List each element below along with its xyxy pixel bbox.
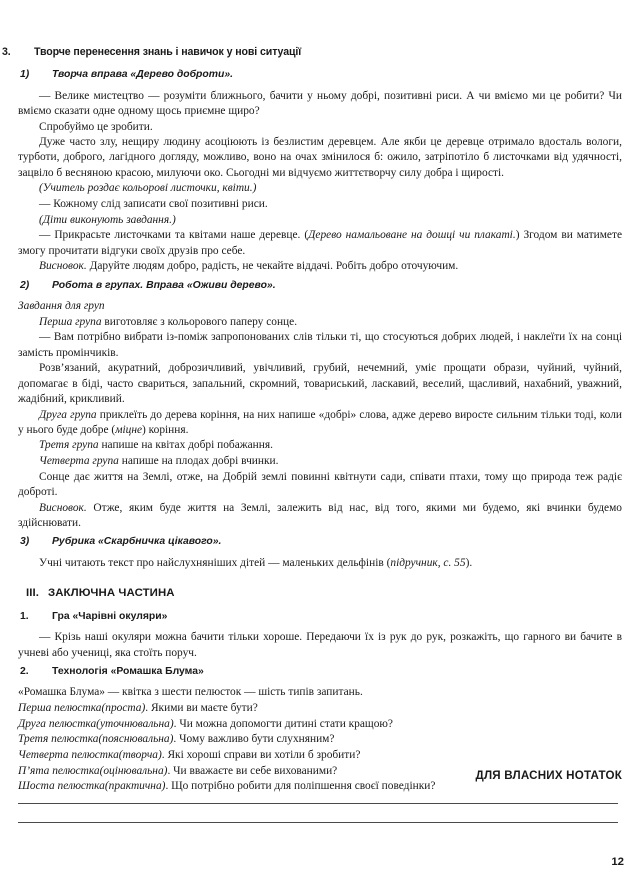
heading-sub-3	[18, 536, 622, 548]
heading-sub-3-number: 3)	[20, 536, 30, 548]
petal-label: Четверта пелюстка	[18, 749, 119, 761]
petal-kind: (творча)	[118, 749, 162, 761]
heading-sub-2	[18, 280, 622, 292]
paragraph-word-list: Розв’язаний, акуратний, доброзичливий, увічливий, грубий, нечемний, уміє прощати образи, чуйний, чуйний, допомагає в біді, часто свариться, запальний, скромний, товариський, ласкавий, веселий, щасливий, нахабний, уважний, жадібний, крикливий.	[18, 362, 622, 405]
stage-direction-teacher-hands-out: (Учитель роздає кольорові листочки, квіти.)	[39, 182, 257, 195]
notes-rule-1	[18, 803, 618, 804]
decorate-tree-note: Дерево намальоване на дошці чи плакаті.	[308, 229, 516, 242]
petal-question: . Чому важливо бути слухняним?	[173, 733, 335, 746]
list-item	[18, 717, 622, 732]
group-1-text: виготовляє з кольорового паперу сонце.	[101, 315, 298, 328]
page-content	[2, 46, 623, 795]
paragraph-write-traits: — Кожному слід записати свої позитивні риси.	[39, 198, 268, 211]
heading-sub-3-title: Рубрика «Скарбничка цікавого».	[52, 536, 222, 548]
petal-kind: (уточнювальна)	[96, 717, 174, 730]
group-2-label: Друга група	[39, 408, 97, 421]
paragraph-group-3	[18, 438, 622, 453]
group-1-label: Перша група	[39, 315, 102, 328]
paragraph-group-4	[18, 454, 622, 469]
paragraph-conclusion-2	[18, 501, 622, 531]
heading-final-2-title: Технологія «Ромашка Блума»	[52, 665, 204, 677]
conclusion-1-text: Даруйте людям добро, радість, не чекайте віддачі. Робіть добро оточуючим.	[86, 260, 459, 273]
dolphins-source: підручник, с. 55	[390, 556, 466, 569]
paragraph-conclusion-1	[18, 259, 622, 274]
list-item	[18, 701, 622, 716]
heading-final-2-number: 2.	[20, 665, 29, 677]
conclusion-1-label: Висновок.	[39, 260, 87, 273]
paragraph-choose-words: — Вам потрібно вибрати із-поміж запропонованих слів тільки ті, що стосуються добрих людей, і наклеїти їх на сонці замість промінчиків.	[18, 331, 622, 359]
group-3-label: Третя група	[39, 439, 99, 452]
stage-direction-children-work: (Діти виконують завдання.)	[39, 213, 176, 226]
dolphins-text-a: Учні читають текст про найслухняніших дітей — маленьких дельфінів (	[39, 556, 391, 569]
heading-sub-1-number: 1)	[20, 69, 30, 81]
petal-label: Третя пелюстка	[18, 733, 99, 746]
paragraph-try-it: Спробуймо це зробити.	[39, 120, 153, 133]
paragraph-sun-gives-life: Сонце дає життя на Землі, отже, на Добрій землі повинні квітнути сади, співати птахи, тому що природа теж радіє доброті.	[18, 470, 622, 499]
petal-kind: (оцінювальна)	[99, 764, 168, 777]
petal-kind: (практична)	[104, 780, 166, 793]
heading-section-3-number: 3.	[2, 46, 11, 58]
list-item	[18, 748, 622, 763]
heading-final-1-number: 1.	[20, 610, 29, 622]
conclusion-2-label: Висновок.	[39, 501, 87, 514]
heading-sub-1	[18, 69, 622, 81]
page-number: 12	[611, 856, 624, 868]
group-2-text-a: приклеїть до дерева коріння, на них напише «добрі» слова, адже дерево виросте сильним тільки тоді, коли у нього буде добре (	[18, 408, 622, 436]
notes-section-heading: ДЛЯ ВЛАСНИХ НОТАТОК	[475, 769, 622, 782]
heading-sub-2-title: Робота в групах. Вправа «Оживи дерево».	[52, 279, 276, 291]
petal-question: . Якими ви маєте бути?	[145, 701, 258, 714]
task-for-groups-title: Завдання для груп	[18, 300, 105, 313]
petal-label: Друга пелюстка	[18, 717, 97, 730]
paragraph-intro-art: — Велике мистецтво — розуміти ближнього, бачити у ньому добрі, позитивні риси. А чи вміємо ми це робити? Чи вміємо сказати одне одному щось приємне щиро?	[18, 89, 622, 117]
petal-label: П’ята пелюстка	[18, 764, 100, 777]
petal-question: . Які хороші справи ви хотіли б зробити?	[161, 749, 361, 761]
group-4-label: Четверта група	[39, 455, 119, 468]
paragraph-dolphins-reading	[18, 556, 622, 571]
group-3-text: напише на квітах добрі побажання.	[98, 439, 273, 452]
petal-kind: (проста)	[101, 701, 146, 714]
dolphins-text-b: ).	[465, 556, 473, 569]
group-2-emphasis: міцне	[115, 423, 143, 436]
petal-question: . Що потрібно робити для поліпшення своєї поведінки?	[165, 780, 436, 793]
decorate-tree-text-a: — Прикрасьте листочками та квітами наше деревце. (	[39, 229, 309, 242]
heading-section-3	[2, 46, 622, 58]
paragraph-magic-glasses: — Крізь наші окуляри можна бачити тільки хороше. Передаючи їх із рук до рук, розкажіть, що гарного ви бачите в учневі або учениці, яка стоїть поруч.	[18, 631, 622, 659]
petal-label: Шоста пелюстка	[18, 780, 105, 793]
decorate-tree-text-b: ) Згодом ви матимете змогу прочитати відгуки своїх друзів про себе.	[18, 229, 623, 257]
petal-kind: (пояснювальна)	[98, 733, 174, 746]
paragraph-bloom-daisy-intro: «Ромашка Блума» — квітка з шести пелюсток — шість типів запитань.	[18, 686, 363, 699]
notes-rule-2	[18, 822, 618, 823]
heading-section-III	[18, 587, 622, 599]
heading-final-1	[18, 611, 622, 623]
heading-section-III-number: III.	[26, 586, 40, 599]
heading-sub-2-number: 2)	[20, 279, 30, 291]
petal-label: Перша пелюстка	[18, 701, 102, 714]
paragraph-decorate-tree	[18, 228, 622, 258]
group-2-text-b: ) коріння.	[142, 423, 189, 436]
petal-question: . Чи вважаєте ви себе вихованими?	[167, 764, 338, 777]
conclusion-2-text: Отже, яким буде життя на Землі, залежить від нас, від того, якими ми будемо, які вчинки будемо здійснювати.	[18, 501, 622, 529]
heading-final-1-title: Гра «Чарівні окуляри»	[52, 610, 168, 622]
heading-sub-1-title: Творча вправа «Дерево доброти».	[52, 69, 234, 81]
heading-final-2	[18, 666, 622, 678]
list-item	[18, 732, 622, 747]
paragraph-group-2	[18, 408, 622, 438]
paragraph-tree-metaphor: Дуже часто злу, нещиру людину асоціюють із безлистим деревцем. Але якби це деревце отримало вдосталь вологи, турботи, доброго, лагідного догляду, можливо, воно на очах змінилося б: ожило, затріпотіло б листочками від удячності, зацвіло б весняною красою, милуючи око. Сьогодні ми відчуємо життєтворчу силу добра і щирості.	[18, 136, 622, 179]
petal-question: . Чи можна допомогти дитині стати кращою?	[173, 717, 393, 730]
heading-section-III-title: ЗАКЛЮЧНА ЧАСТИНА	[48, 586, 175, 599]
group-4-text: напише на плодах добрі вчинки.	[118, 455, 279, 468]
paragraph-group-1	[18, 315, 622, 330]
heading-section-3-title: Творче перенесення знань і навичок у нові ситуації	[34, 46, 302, 58]
